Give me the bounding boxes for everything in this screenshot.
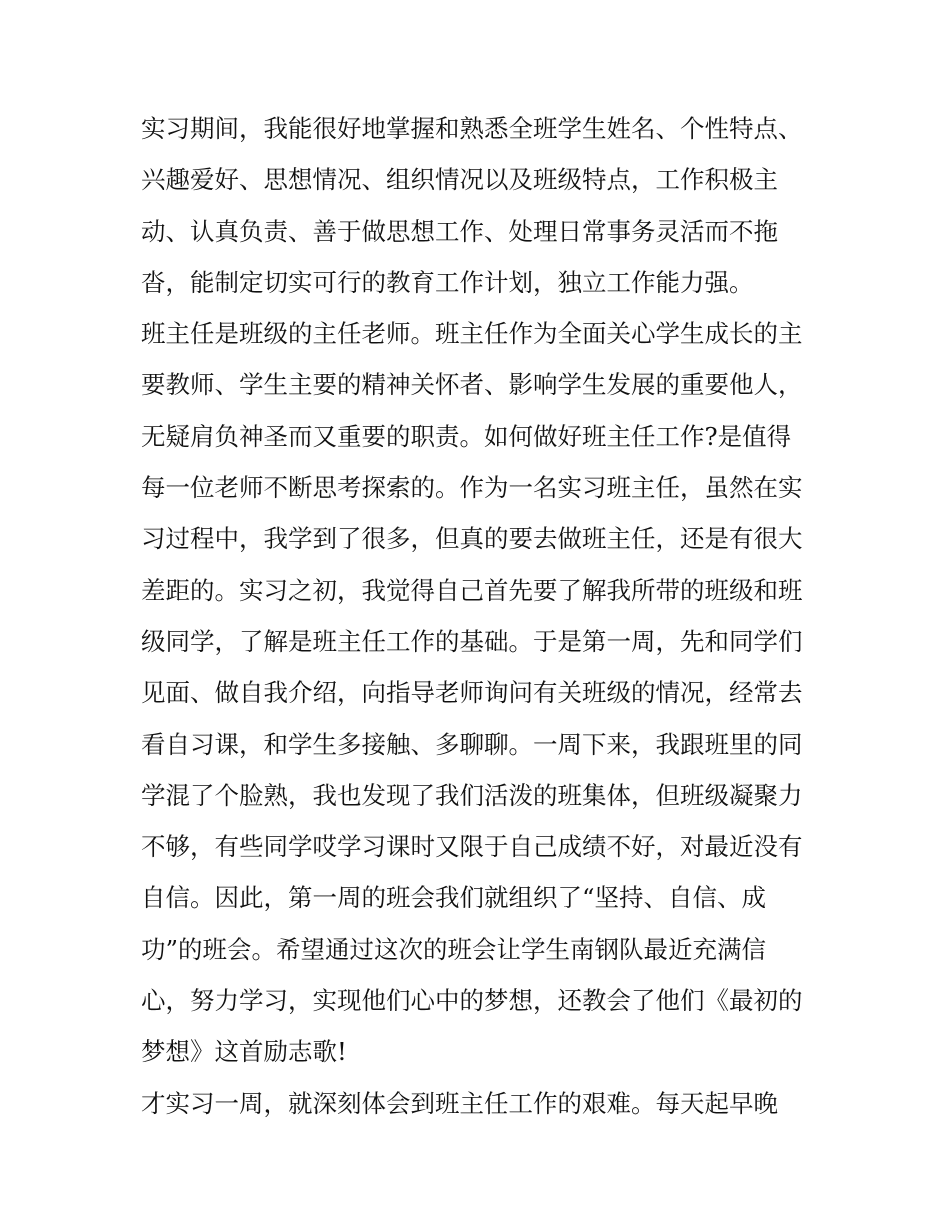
text-line: 见面、做自我介绍，向指导老师询问有关班级的情况，经常去 [141, 678, 803, 708]
text-line: 沓，能制定切实可行的教育工作计划，独立工作能力强。 [141, 267, 754, 297]
text-line: 无疑肩负神圣而又重要的职责。如何做好班主任工作?是值得 [141, 421, 792, 451]
text-line: 看自习课，和学生多接触、多聊聊。一周下来，我跟班里的同 [141, 729, 803, 759]
text-line: 功”的班会。希望通过这次的班会让学生南钢队最近充满信 [141, 934, 767, 964]
text-line: 级同学，了解是班主任工作的基础。于是第一周，先和同学们 [141, 626, 803, 656]
text-line: 才实习一周，就深刻体会到班主任工作的艰难。每天起早晚 [141, 1088, 778, 1118]
text-line: 动、认真负责、善于做思想工作、处理日常事务灵活而不拖 [141, 216, 778, 246]
text-line: 要教师、学生主要的精神关怀者、影响学生发展的重要他人， [141, 370, 803, 400]
text-line: 习过程中，我学到了很多，但真的要去做班主任，还是有很大 [141, 524, 803, 554]
text-line: 不够，有些同学哎学习课时又限于自己成绩不好，对最近没有 [141, 832, 803, 862]
body-text [141, 103, 821, 1129]
text-line: 梦想》这首励志歌! [141, 1037, 347, 1067]
text-line: 学混了个脸熟，我也发现了我们活泼的班集体，但班级凝聚力 [141, 780, 803, 810]
text-line: 实习期间，我能很好地掌握和熟悉全班学生姓名、个性特点、 [141, 114, 803, 143]
text-line: 自信。因此，第一周的班会我们就组织了“坚持、自信、成 [141, 883, 767, 913]
text-line: 班主任是班级的主任老师。班主任作为全面关心学生成长的主 [141, 319, 803, 349]
text-line: 每一位老师不断思考探索的。作为一名实习班主任，虽然在实 [141, 473, 803, 503]
text-line: 兴趣爱好、思想情况、组织情况以及班级特点，工作积极主 [141, 165, 778, 195]
text-line: 差距的。实习之初，我觉得自己首先要了解我所带的班级和班 [141, 575, 803, 605]
text-line: 心，努力学习，实现他们心中的梦想，还教会了他们《最初的 [141, 986, 803, 1016]
